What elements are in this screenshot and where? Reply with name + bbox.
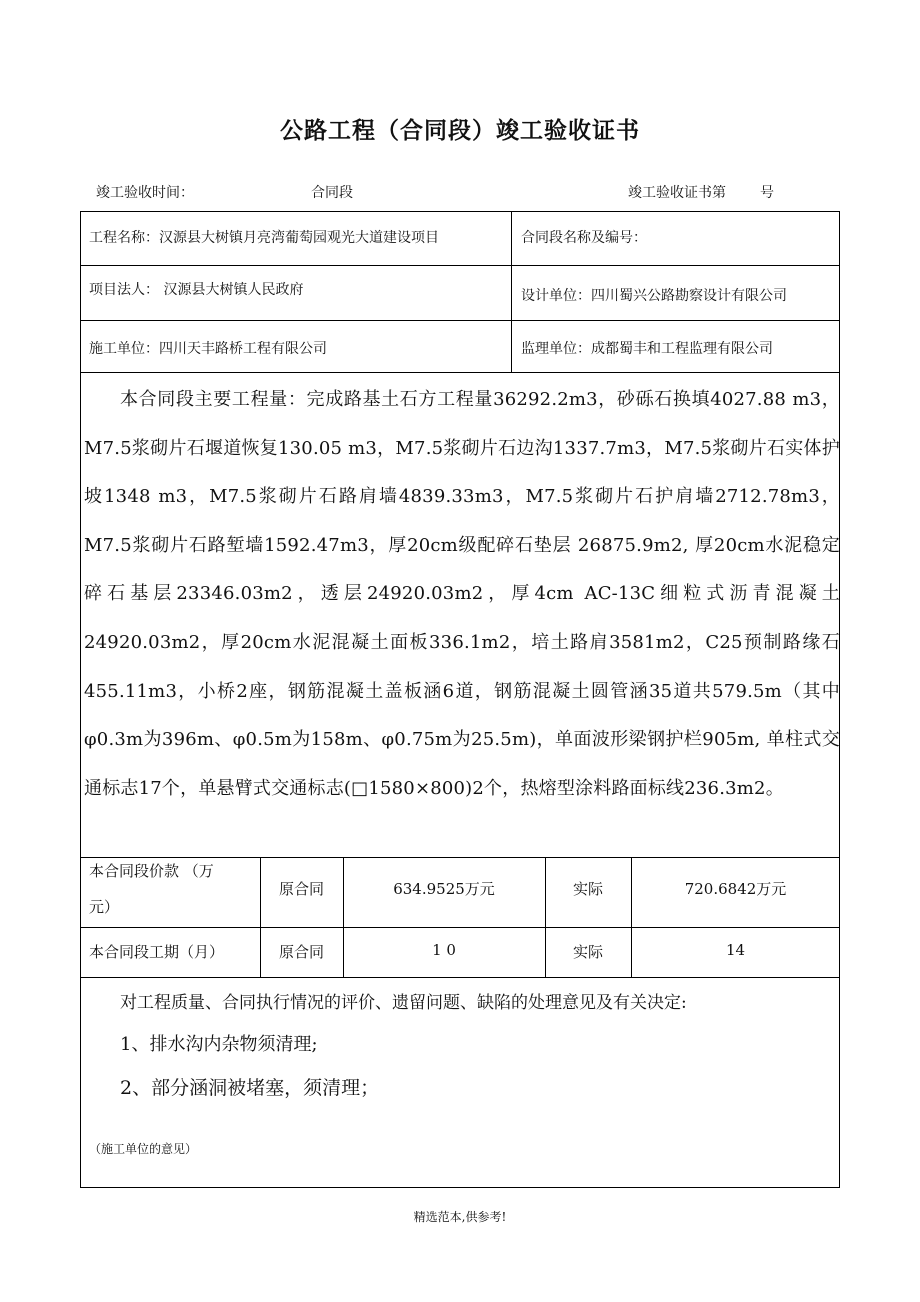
- document-title: 公路工程（合同段）竣工验收证书: [280, 118, 640, 144]
- supervision-unit: 监理单位：成都蜀丰和工程监理有限公司: [521, 341, 773, 357]
- period-actual-label: 实际: [572, 943, 603, 961]
- construction-unit-opinion-note: （施工单位的意见）: [89, 1142, 198, 1156]
- opinion-heading: 对工程质量、合同执行情况的评价、遗留问题、缺陷的处理意见及有关决定:: [120, 993, 687, 1013]
- row-divider: [80, 265, 840, 266]
- design-unit: 设计单位：四川蜀兴公路勘察设计有限公司: [521, 288, 787, 304]
- construction-unit: 施工单位：四川天丰路桥工程有限公司: [89, 341, 327, 357]
- period-label: 本合同段工期（月）: [89, 943, 225, 961]
- row-divider: [80, 320, 840, 321]
- period-actual-value: 14: [725, 941, 746, 959]
- column-divider: [631, 857, 632, 977]
- price-actual-value: 720.6842万元: [684, 880, 787, 898]
- legal-person: 项目法人： 汉源县大树镇人民政府: [89, 282, 304, 298]
- opinion-item-1: 1、排水沟内杂物须清理;: [120, 1034, 318, 1055]
- acceptance-time-label: 竣工验收时间：: [96, 185, 194, 201]
- page-footer: 精选范本,供参考!: [413, 1210, 507, 1224]
- workload-description: 本合同段主要工程量：完成路基土石方工程量36292.2m3，砂砾石换填4027.88 m3，M7.5浆砌片石堰道恢复130.05 m3，M7.5浆砌片石边沟1337.7m3，M7.5浆砌片石实体护坡1348 m3，M7.5浆砌片石路肩墙4839.33m3，M7.5浆砌片石护肩墙2712.78m3，M7.5浆砌片石路堑墙1592.47m3，厚20cm级配碎石垫层 26875.9m2, 厚20cm水泥稳定碎石基层23346.03m2，透层24920.03m2，厚4cm AC-13C细粒式沥青混凝土24920.03m2，厚20cm水泥混凝土面板336.1m2，培土路肩3581m2，C25预制路缘石455.11m3，小桥2座，钢筋混凝土盖板涵6道，钢筋混凝土圆管涵35道共579.5m（其中φ0.3m为396m、φ0.5m为158m、φ0.75m为25.5m)，单面波形梁钢护栏905m, 单柱式交通标志17个，单悬臂式交通标志(□1580×800)2个，热熔型涂料路面标线236.3m2。: [84, 389, 840, 799]
- price-actual-label: 实际: [572, 880, 603, 898]
- row-divider: [80, 857, 840, 858]
- opinion-item-2: 2、部分涵洞被堵塞，须清理；: [120, 1077, 380, 1099]
- row-divider: [80, 927, 840, 928]
- price-label-unit: 元）: [89, 898, 120, 916]
- row-divider: [80, 977, 840, 978]
- price-original-value: 634.9525万元: [393, 880, 495, 898]
- certificate-number-suffix: 号: [760, 185, 774, 201]
- price-label: 本合同段价款 （万: [89, 862, 214, 880]
- column-divider: [343, 857, 344, 977]
- period-original-label: 原合同: [278, 943, 324, 961]
- period-original-value: 1 0: [432, 941, 456, 959]
- project-name: 工程名称：汉源县大树镇月亮湾葡萄园观光大道建设项目: [89, 230, 439, 246]
- section-name: 合同段名称及编号：: [521, 230, 647, 246]
- certificate-number-label: 竣工验收证书第: [628, 185, 726, 201]
- row-divider: [80, 372, 840, 373]
- column-divider: [511, 211, 512, 372]
- price-original-label: 原合同: [278, 880, 324, 898]
- section-label: 合同段: [311, 185, 353, 201]
